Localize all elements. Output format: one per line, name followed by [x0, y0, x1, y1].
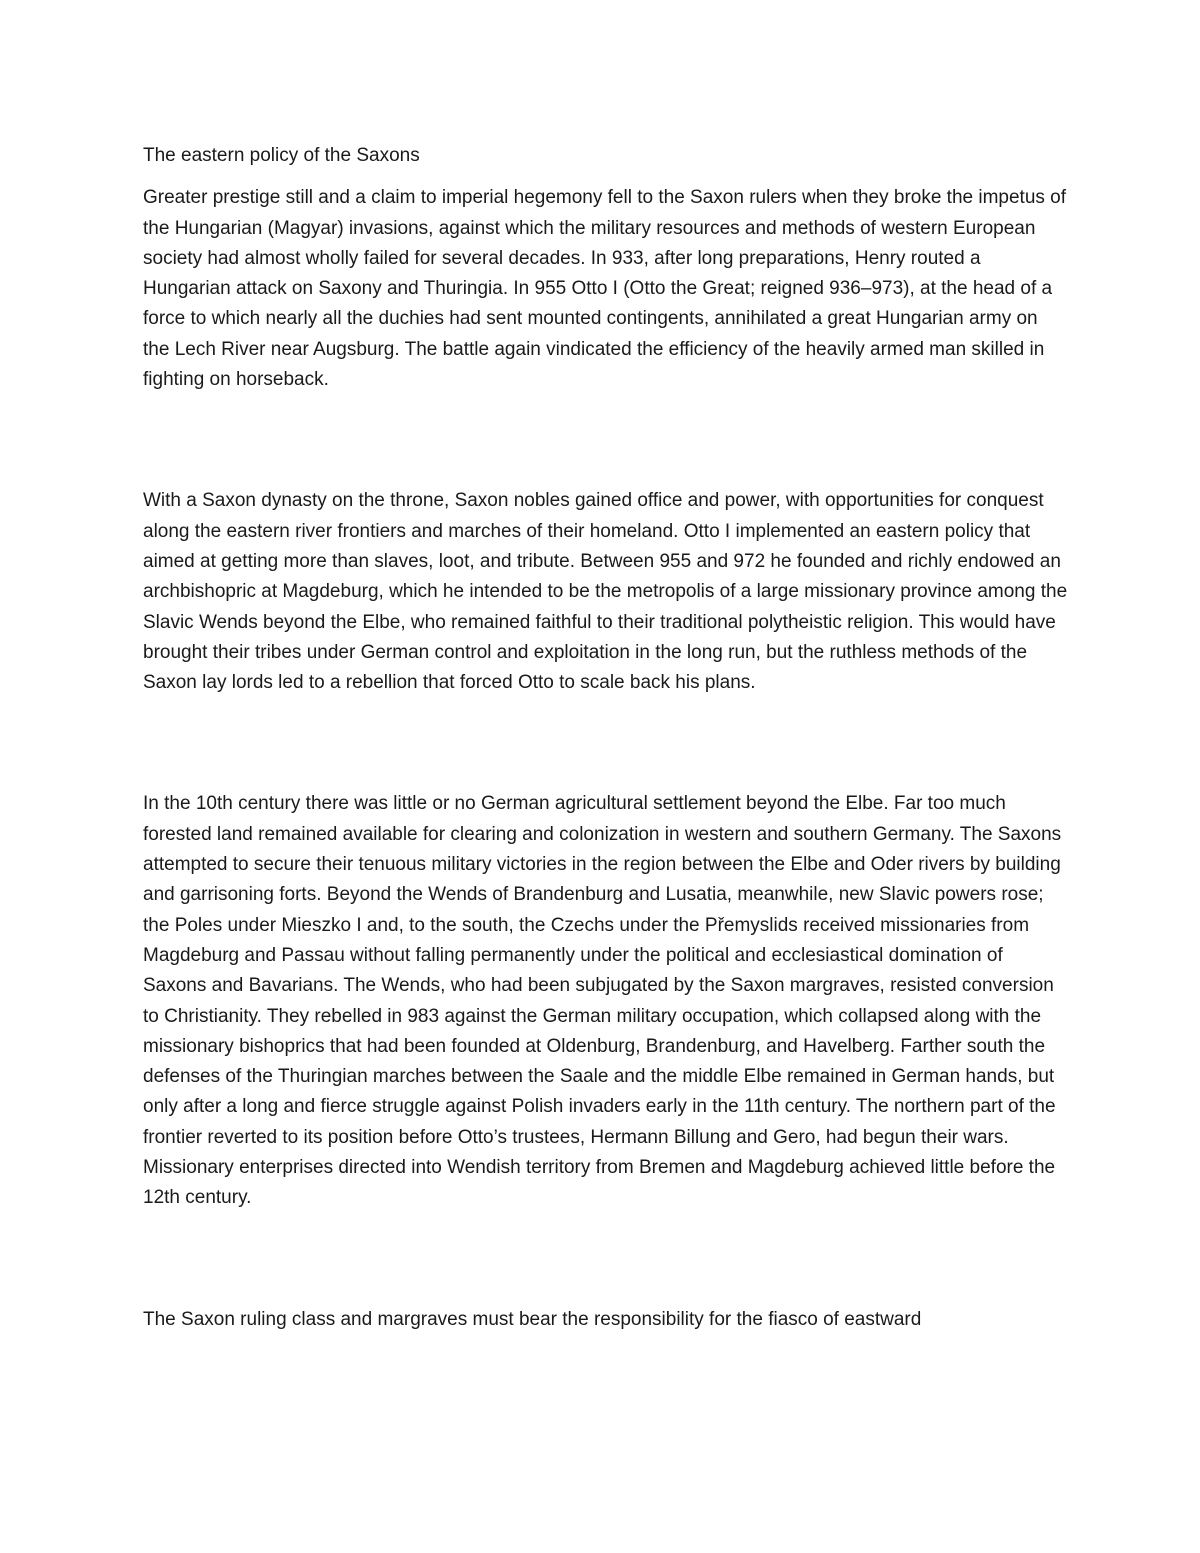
paragraph-hungarian-invasions: Greater prestige still and a claim to imperial hegemony fell to the Saxon rulers when they broke the impetus of the Hungarian (Magyar) invasions, against which the military resources and methods of western European society had almost wholly failed for several decades. In 933, after long preparations, Henry routed a Hungarian attack on Saxony and Thuringia. In 955 Otto I (Otto the Great; reigned 936–973), at the head of a force to which nearly all the duchies had sent mounted contingents, annihilated a great Hungarian army on the Lech River near Augsburg. The battle again vindicated the efficiency of the heavily armed man skilled in fighting on horseback.	[143, 187, 1067, 391]
paragraph-saxon-dynasty: With a Saxon dynasty on the throne, Saxon nobles gained office and power, with opportunities for conquest along the eastern river frontiers and marches of their homeland. Otto I implemented an eastern policy that aimed at getting more than slaves, loot, and tribute. Between 955 and 972 he founded and richly endowed an archbishopric at Magdeburg, which he intended to be the metropolis of a large missionary province among the Slavic Wends beyond the Elbe, who remained faithful to their traditional polytheistic religion. This would have brought their tribes under German control and exploitation in the long run, but the ruthless methods of the Saxon lay lords led to a rebellion that forced Otto to scale back his plans.	[143, 490, 1068, 694]
document-title: The eastern policy of the Saxons	[143, 145, 420, 166]
paragraph-tenth-century: In the 10th century there was little or no German agricultural settlement beyond the Elbe. Far too much forested land remained available for clearing and colonization in western and southern Germany. The Saxons attempted to secure their tenuous military victories in the region between the Elbe and Oder rivers by building and garrisoning forts. Beyond the Wends of Brandenburg and Lusatia, meanwhile, new Slavic powers rose; the Poles under Mieszko I and, to the south, the Czechs under the Přemyslids received missionaries from Magdeburg and Passau without falling permanently under the political and ecclesiastical domination of Saxons and Bavarians. The Wends, who had been subjugated by the Saxon margraves, resisted conversion to Christianity. They rebelled in 983 against the German military occupation, which collapsed along with the missionary bishoprics that had been founded at Oldenburg, Brandenburg, and Havelberg. Farther south the defenses of the Thuringian marches between the Saale and the middle Elbe remained in German hands, but only after a long and fierce struggle against Polish invaders early in the 11th century. The northern part of the frontier reverted to its position before Otto’s trustees, Hermann Billung and Gero, had begun their wars. Missionary enterprises directed into Wendish territory from Bremen and Magdeburg achieved little before the 12th century.	[143, 793, 1062, 1209]
paragraph-saxon-ruling-class: The Saxon ruling class and margraves must bear the responsibility for the fiasco of eastward	[143, 1308, 922, 1330]
document-body	[143, 141, 1068, 1335]
